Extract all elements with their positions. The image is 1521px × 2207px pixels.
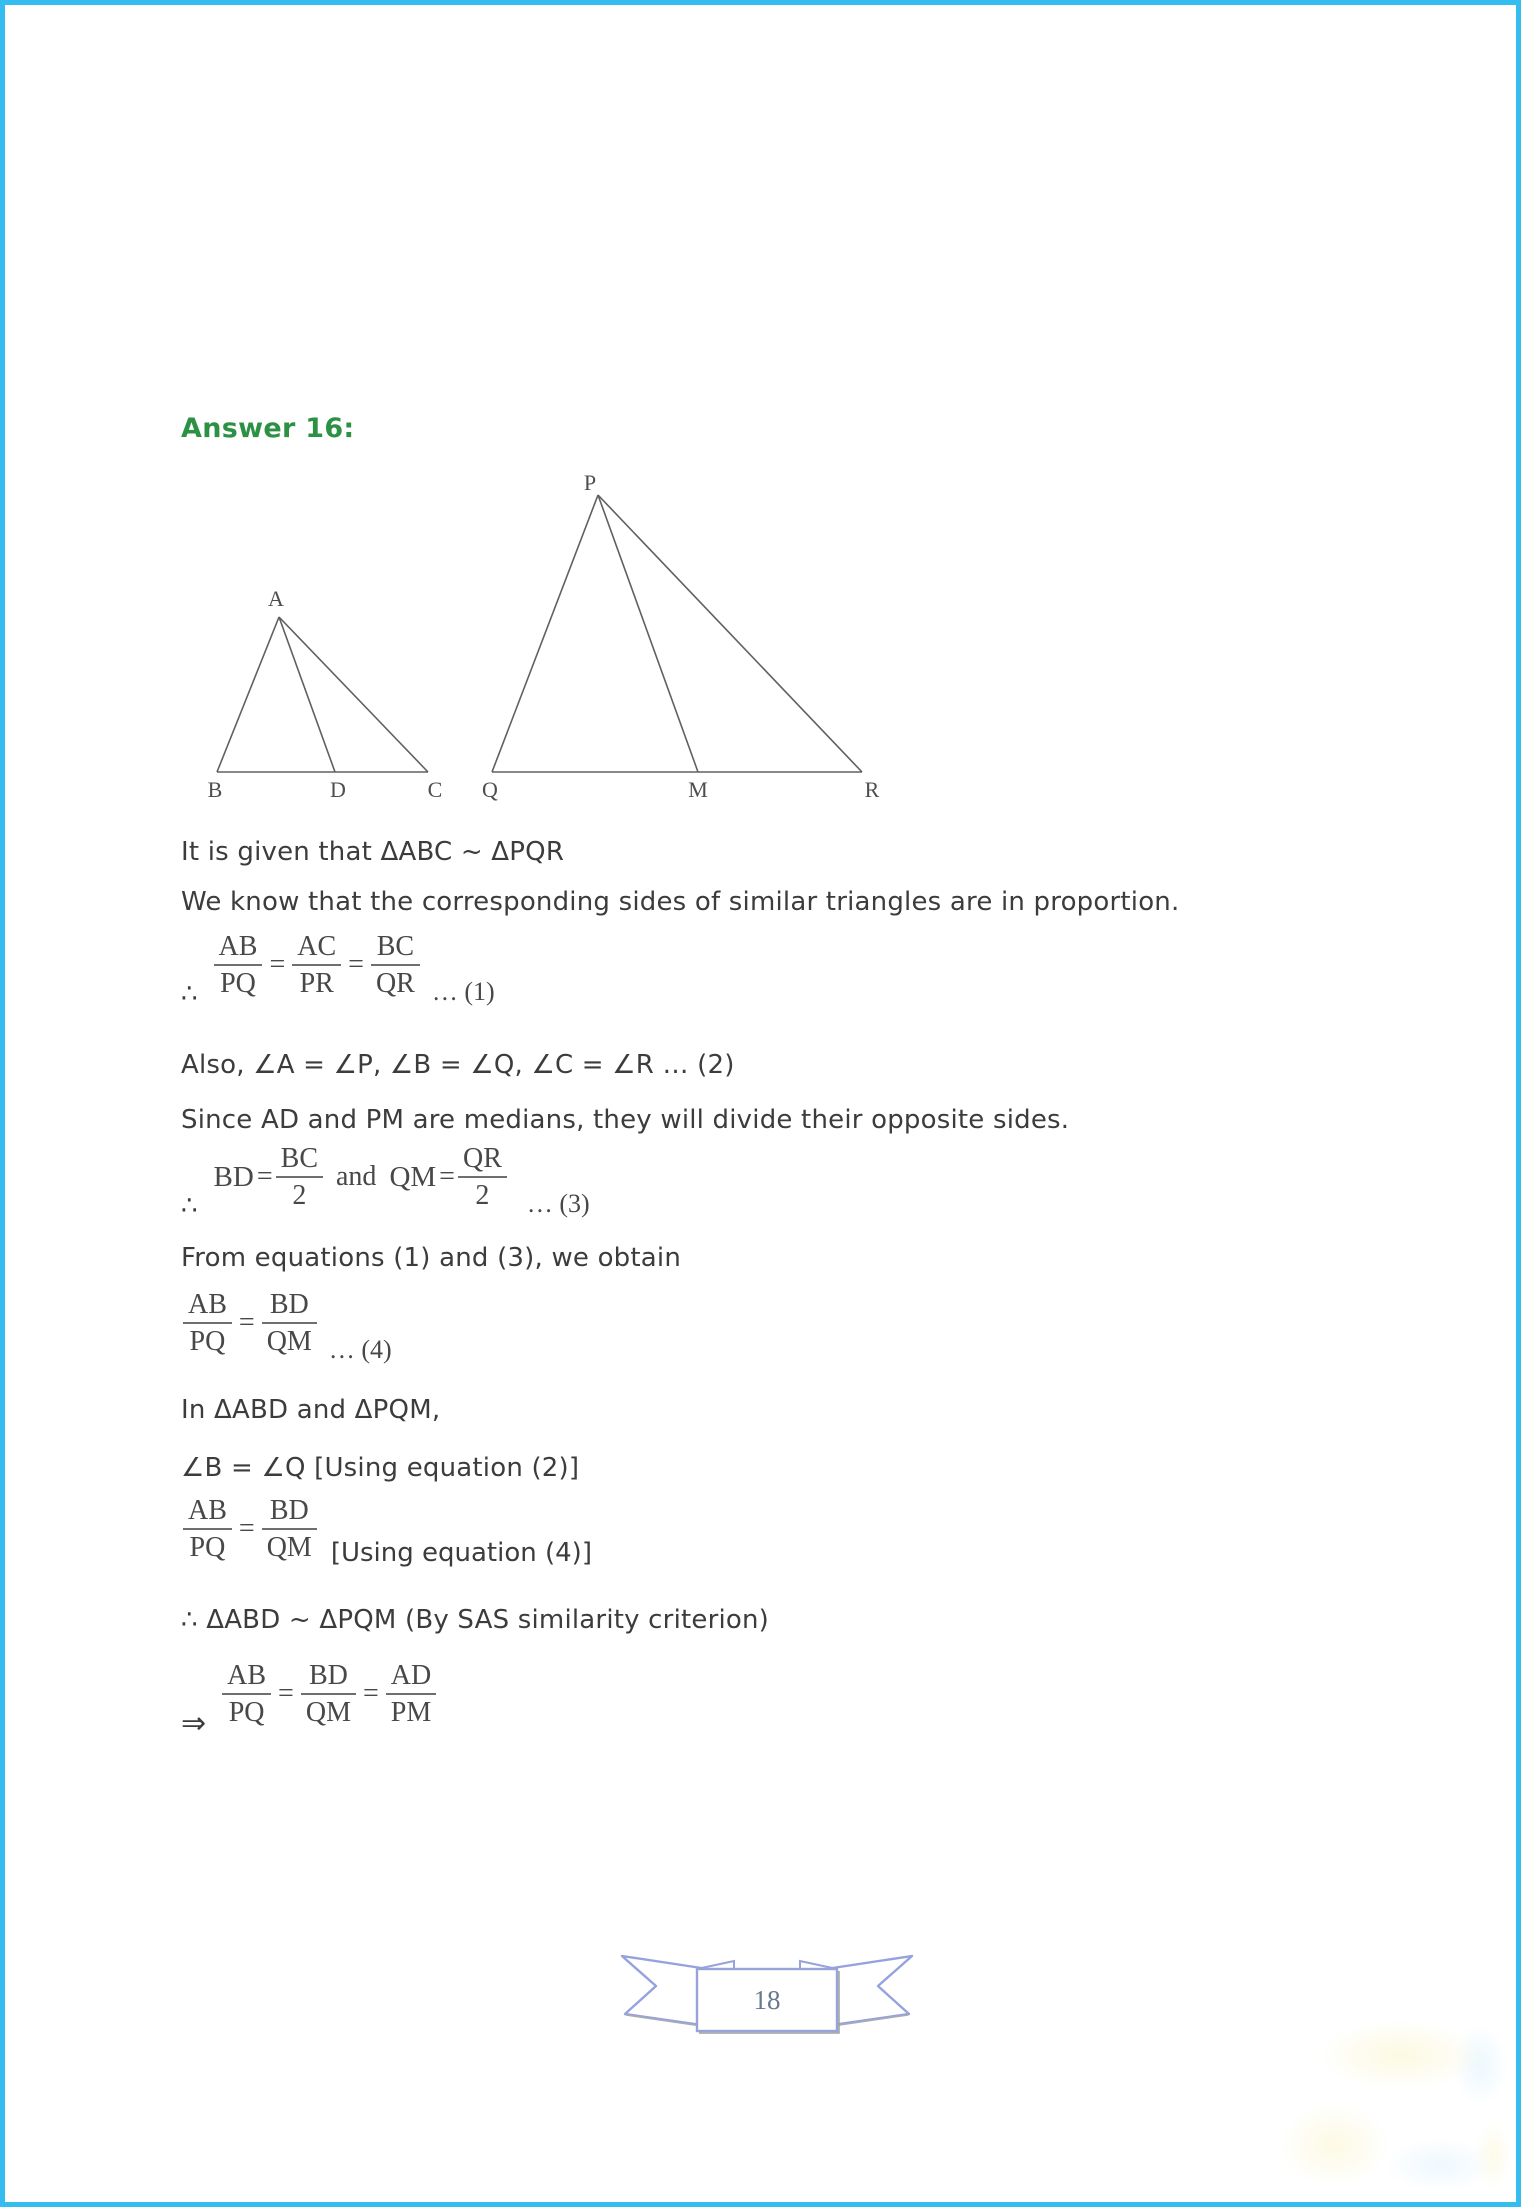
equals-sign: = xyxy=(278,1678,294,1710)
similar-triangles-figure xyxy=(163,460,923,810)
fraction-ab-pq: $\frac{AB}{PQ}$ xyxy=(183,1495,232,1564)
watermark-smudges xyxy=(1255,2005,1520,2205)
fraction-ab-pq: $\frac{AB}{PQ}$ xyxy=(222,1660,271,1729)
vertex-label-c: C xyxy=(427,777,443,802)
page-number: 18 xyxy=(753,1985,781,2015)
vertex-label-r: R xyxy=(864,777,880,802)
vertex-label-d: D xyxy=(330,777,346,802)
equation-4 xyxy=(183,1289,392,1364)
segment-qm: QM xyxy=(389,1160,437,1193)
equals-sign: = xyxy=(439,1161,455,1193)
fraction-bd-qm: $\frac{BD}{QM}$ xyxy=(301,1660,356,1729)
fraction-qr-2: $\frac{QR}{2}$ xyxy=(458,1143,507,1212)
fraction-bd-qm: $\frac{BD}{QM}$ xyxy=(262,1289,317,1358)
fraction-ab-pq: $\frac{AB}{PQ}$ xyxy=(183,1289,232,1358)
answer-heading: Answer 16: xyxy=(181,413,355,444)
equation-tag-3: … (3) xyxy=(526,1188,590,1218)
therefore-symbol: ∴ xyxy=(181,1190,198,1221)
vertex-label-a: A xyxy=(268,586,284,611)
using-equation-note: [Using equation (4)] xyxy=(330,1537,592,1568)
fraction-ad-pm: $\frac{AD}{PM}$ xyxy=(386,1660,436,1729)
also-angles-statement: Also, ∠A = ∠P, ∠B = ∠Q, ∠C = ∠R … (2) xyxy=(181,1050,735,1080)
equation-using-4 xyxy=(183,1495,592,1568)
equation-tag-1: … (1) xyxy=(431,976,495,1006)
equation-1 xyxy=(181,931,495,1009)
fraction-bc-qr: $\frac{BC}{QR}$ xyxy=(371,931,420,1000)
in-triangles-statement: In ΔABD and ΔPQM, xyxy=(181,1395,441,1425)
given-statement: It is given that ΔABC ~ ΔPQR xyxy=(181,837,565,867)
fraction-ac-pr: $\frac{AC}{PR}$ xyxy=(292,931,341,1000)
triangle-pqr xyxy=(482,470,880,802)
equals-sign: = xyxy=(362,1678,379,1710)
equals-sign: = xyxy=(269,949,286,981)
medians-statement: Since AD and PM are medians, they will divide their opposite sides. xyxy=(181,1105,1070,1135)
from-equations-statement: From equations (1) and (3), we obtain xyxy=(181,1243,682,1273)
fraction-bc-2: $\frac{BC}{2}$ xyxy=(276,1143,323,1212)
triangle-abc xyxy=(208,586,443,802)
equals-sign: = xyxy=(348,949,364,981)
equation-implies xyxy=(181,1660,436,1741)
and-connector: and xyxy=(336,1161,377,1193)
fraction-bd-qm: $\frac{BD}{QM}$ xyxy=(262,1495,317,1564)
vertex-label-m: M xyxy=(688,777,708,802)
sas-conclusion-statement: ∴ ΔABD ~ ΔPQM (By SAS similarity criterion) xyxy=(181,1605,770,1635)
vertex-label-q: Q xyxy=(482,777,498,802)
vertex-label-p: P xyxy=(583,470,597,495)
equation-3 xyxy=(181,1143,590,1221)
equals-sign: = xyxy=(238,1307,255,1339)
vertex-label-b: B xyxy=(207,777,223,802)
segment-bd: BD xyxy=(213,1160,254,1193)
implies-arrow: ⇒ xyxy=(181,1705,207,1741)
angle-equality-statement: ∠B = ∠Q [Using equation (2)] xyxy=(181,1453,580,1483)
fraction-ab-pq: $\frac{AB}{PQ}$ xyxy=(214,931,263,1000)
proportion-statement: We know that the corresponding sides of similar triangles are in proportion. xyxy=(181,887,1180,917)
equation-tag-4: … (4) xyxy=(328,1334,392,1364)
page-number-ribbon xyxy=(618,1947,916,2039)
therefore-symbol: ∴ xyxy=(181,978,198,1009)
equals-sign: = xyxy=(256,1161,273,1193)
equals-sign: = xyxy=(238,1513,255,1545)
